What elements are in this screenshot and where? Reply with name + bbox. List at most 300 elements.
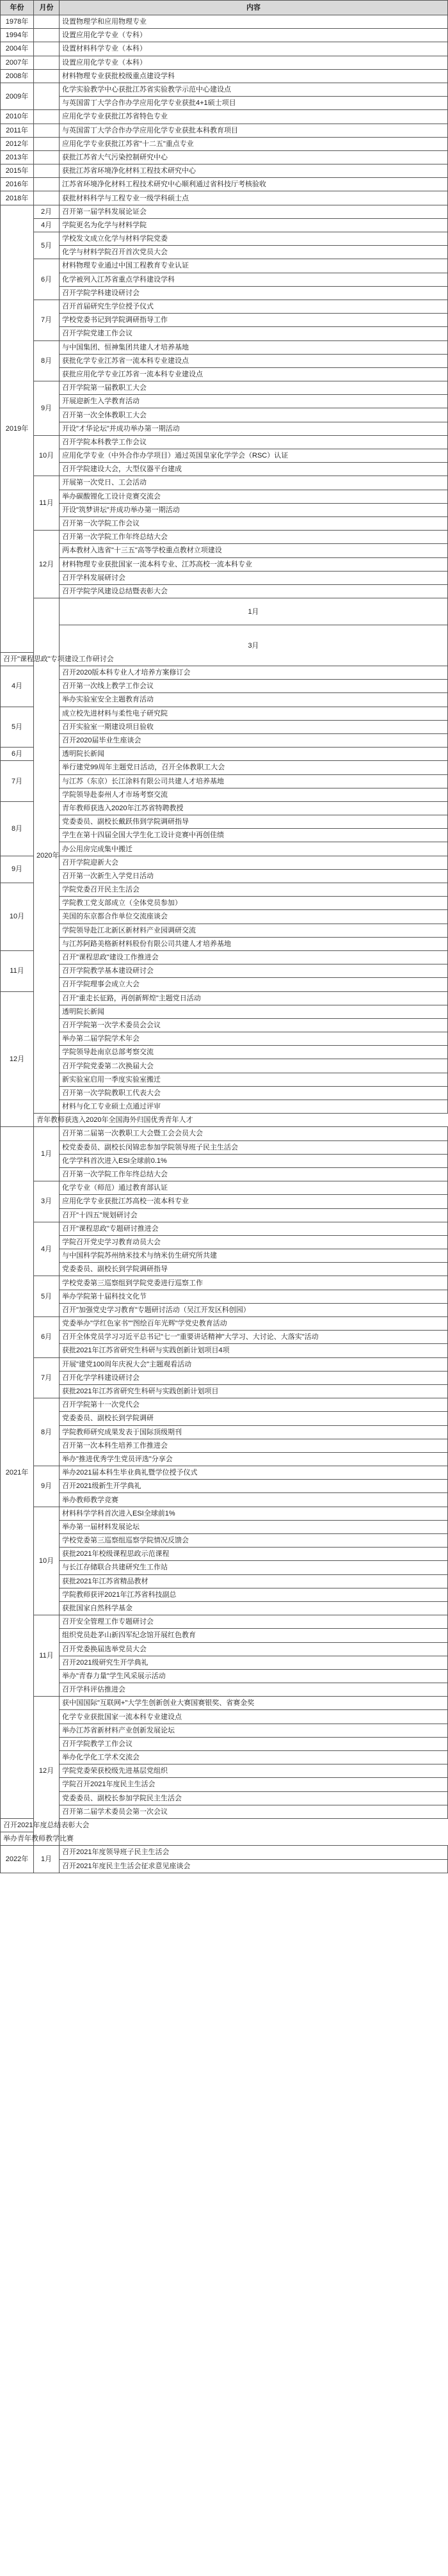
table-row [1, 395, 448, 408]
table-row [1, 1493, 448, 1507]
event-cell: 学院领导赴江北新区新材料产业园调研交流 [60, 924, 448, 937]
event-cell: 化学专业（师范）通过教育部认证 [60, 1181, 448, 1195]
table-row [1, 15, 448, 29]
event-cell: 召开第一次学院工作会议 [60, 516, 448, 530]
event-cell: 学校党委第三巡察组到学院党委进行巡察工作 [60, 1276, 448, 1290]
event-cell: 举办教师教学竞赛 [60, 1493, 448, 1507]
table-row [1, 598, 448, 612]
year-cell: 2008年 [1, 69, 34, 83]
event-cell: 校党委委员、副校长闵锦忠参加学院领导班子民主生活会 [60, 1140, 448, 1154]
month-cell: 1月 [34, 1127, 60, 1181]
event-cell: 召开党委换届选举党员大会 [60, 1642, 448, 1656]
table-row [1, 340, 448, 354]
month-cell: 11月 [34, 476, 60, 531]
event-cell: 开设"才华论坛"并成功举办第一期活动 [60, 422, 448, 435]
event-cell: 召开"重走长征路，再创新辉煌"主题党日活动 [60, 991, 448, 1005]
table-row [1, 191, 448, 205]
table-row [1, 1114, 448, 1127]
event-cell: 召开"加强党史学习教育"专题研讨活动（吴江开发区科创园） [60, 1303, 448, 1316]
month-cell: 6月 [34, 259, 60, 300]
table-row [1, 1683, 448, 1697]
table-row [1, 1615, 448, 1629]
event-cell: 获批2021年江苏省研究生科研与实践创新计划项目 [60, 1384, 448, 1398]
table-row [1, 1005, 448, 1018]
table-row [1, 584, 448, 598]
table-row [1, 110, 448, 124]
year-cell: 2020年 [34, 598, 60, 1114]
event-cell: 开展"建党100周年庆祝大会"主题观看活动 [60, 1357, 448, 1371]
table-row [1, 286, 448, 300]
table-row [1, 503, 448, 516]
event-cell: 召开学院党建工作会议 [60, 327, 448, 340]
month-cell: 11月 [34, 1615, 60, 1697]
table-row [1, 1331, 448, 1344]
event-cell: 与中国集团、恒神集团共建人才培养基地 [60, 340, 448, 354]
event-cell: 召开"课程思政"专项建设工作研讨会 [1, 652, 34, 666]
table-row [1, 869, 448, 883]
table-row [1, 150, 448, 164]
event-cell: 召开第一次全体教职工大会 [60, 408, 448, 422]
event-cell: 召开学院学科建设研讨会 [60, 286, 448, 300]
table-row [1, 625, 448, 639]
month-cell: 4月 [1, 666, 34, 707]
event-cell: 获批2021年江苏省精品教材 [60, 1574, 448, 1588]
table-row [1, 1642, 448, 1656]
month-cell: 2月 [34, 205, 60, 218]
header-year: 年份 [1, 1, 34, 15]
event-cell: 与长江存储联合共建研究生工作站 [60, 1561, 448, 1574]
table-row [1, 1303, 448, 1316]
month-cell: 9月 [34, 381, 60, 436]
year-cell: 2019年 [1, 205, 34, 652]
event-cell: 举办青年教师教学比赛 [1, 1832, 34, 1846]
event-cell: 学院教师获评2021年江苏省科技副总 [60, 1588, 448, 1601]
event-cell: 召开第一次新生入学党日活动 [60, 869, 448, 883]
event-cell: 举办学院第十届科技文化节 [60, 1290, 448, 1303]
event-cell: 召开第一次学院工作年终总结大会 [60, 531, 448, 544]
table-row [1, 1818, 448, 1832]
month-cell: 8月 [1, 801, 34, 856]
month-cell: 12月 [34, 531, 60, 598]
event-cell: 开展第一次党日、工会活动 [60, 476, 448, 490]
event-cell: 获批化学专业江苏省一流本科专业建设点 [60, 354, 448, 367]
event-cell: 获批国家自然科学基金 [60, 1601, 448, 1615]
event-cell: 学院领导赴泰州人才市场考察交流 [60, 788, 448, 801]
month-cell [34, 137, 60, 150]
event-cell: 材料科学学科首次进入ESI全球前1% [60, 1507, 448, 1520]
event-cell: 化学学科首次进入ESI全球前0.1% [60, 1154, 448, 1167]
table-row [1, 1127, 448, 1140]
event-cell: 党委委员、副校长戴跃伟到学院调研指导 [60, 815, 448, 829]
table-row [1, 774, 448, 788]
event-cell: 与英国雷丁大学合作办学应用化学专业获批本科教育项目 [60, 124, 448, 137]
year-cell: 2013年 [1, 150, 34, 164]
table-row [1, 1018, 448, 1032]
table-row [1, 1425, 448, 1439]
event-cell: 青年教师获选入2020年全国海外归国优秀青年人才 [34, 1114, 60, 1127]
event-cell: 举办第一届材料发展论坛 [60, 1520, 448, 1533]
event-cell: 举行建党99周年主题党日活动，召开全体教职工大会 [60, 761, 448, 774]
month-cell [34, 69, 60, 83]
table-row [1, 367, 448, 381]
table-row [1, 1249, 448, 1263]
table-row [1, 571, 448, 584]
table-row [1, 1344, 448, 1357]
month-cell [34, 150, 60, 164]
event-cell: 材料物理专业通过中国工程教育专业认证 [60, 259, 448, 273]
table-row [1, 327, 448, 340]
event-cell: 学院教工党支部成立（全体党员参加） [60, 897, 448, 910]
event-cell: 召开第一届学科发展论证会 [60, 205, 448, 218]
table-row [1, 1073, 448, 1086]
table-row [1, 1561, 448, 1574]
table-row [1, 1059, 448, 1073]
year-cell: 2009年 [1, 83, 34, 109]
event-cell: 化学实验教学中心获批江苏省实验教学示范中心建设点 [60, 83, 448, 96]
month-cell [34, 110, 60, 124]
event-cell: 召开学科发展研讨会 [60, 571, 448, 584]
year-cell: 1994年 [1, 29, 34, 42]
event-cell: 召开第一次本科生培养工作推进会 [60, 1439, 448, 1452]
table-row [1, 1601, 448, 1615]
table-row [1, 1656, 448, 1669]
year-cell: 2016年 [1, 178, 34, 191]
month-cell: 7月 [34, 1357, 60, 1398]
event-cell: 设置物理学和应用物理专业 [60, 15, 448, 29]
table-row [1, 232, 448, 246]
table-row [1, 1208, 448, 1222]
table-row [1, 1439, 448, 1452]
event-cell: 召开2020届毕业生座谈会 [60, 733, 448, 747]
event-cell: 召开实验室一期建设项目验收 [60, 720, 448, 733]
table-row [1, 1520, 448, 1533]
event-cell: 与江苏阿路美格新材料股份有限公司共建人才培养基地 [60, 937, 448, 950]
month-cell: 6月 [1, 748, 34, 761]
event-cell: 召开2021年度领导班子民主生活会 [60, 1846, 448, 1859]
table-row [1, 178, 448, 191]
table-row [1, 1724, 448, 1737]
month-cell: 10月 [34, 435, 60, 476]
table-row [1, 761, 448, 774]
year-cell: 2011年 [1, 124, 34, 137]
event-cell: 开设"筑梦讲坛"并成功举办第一期活动 [60, 503, 448, 516]
table-row [1, 124, 448, 137]
table-row [1, 1357, 448, 1371]
table-row [1, 273, 448, 286]
event-cell: 召开学科评估推进会 [60, 1683, 448, 1697]
event-cell: 获中国国际"互联网+"大学生创新创业大赛国赛银奖、省赛金奖 [60, 1697, 448, 1710]
month-cell [34, 178, 60, 191]
table-row [1, 1046, 448, 1059]
event-cell: 召开第二届学术委员会第一次会议 [60, 1805, 448, 1818]
table-row [1, 1167, 448, 1181]
table-row [1, 1398, 448, 1412]
event-cell: 举办"推进优秀学生党员评选"分享会 [60, 1452, 448, 1466]
table-row [1, 97, 448, 110]
table-row [1, 544, 448, 557]
event-cell: 应用化学专业获批江苏省"十二五"重点专业 [60, 137, 448, 150]
table-row [1, 205, 448, 218]
month-cell: 7月 [34, 300, 60, 340]
event-cell: 召开学院教学基本建设研讨会 [60, 964, 448, 978]
event-cell: 召开第二届第一次教职工大会暨工会会员大会 [60, 1127, 448, 1140]
event-cell: 召开2021级研究生开学典礼 [60, 1656, 448, 1669]
month-cell [34, 191, 60, 205]
table-row [1, 381, 448, 395]
month-cell [34, 164, 60, 178]
table-row [1, 1466, 448, 1480]
table-row [1, 1629, 448, 1642]
table-row [1, 748, 448, 761]
table-row [1, 516, 448, 530]
table-row [1, 300, 448, 313]
event-cell: 举办2021届本科生毕业典礼暨学位授予仪式 [60, 1466, 448, 1480]
table-row [1, 1235, 448, 1249]
table-row [1, 29, 448, 42]
year-cell: 1978年 [1, 15, 34, 29]
header-content: 内容 [60, 1, 448, 15]
event-cell: 召开2021级新生开学典礼 [60, 1480, 448, 1493]
table-row [1, 1290, 448, 1303]
table-row [1, 476, 448, 490]
table-row [1, 490, 448, 503]
event-cell: 党委举办"学红色家书""图绘百年光辉"学党史教育活动 [60, 1317, 448, 1331]
event-cell: 召开第一次线上教学工作会议 [60, 680, 448, 693]
event-cell: 美国的东京都合作单位交流座谈会 [60, 910, 448, 924]
event-cell: 召开2021年度民主生活会征求意见座谈会 [60, 1859, 448, 1873]
event-cell: 召开学院教学工作会议 [60, 1737, 448, 1750]
event-cell: 获批应用化学专业江苏省一流本科专业建设点 [60, 367, 448, 381]
table-row [1, 42, 448, 56]
event-cell: 设置材料科学专业（本科） [60, 42, 448, 56]
month-cell: 6月 [34, 1317, 60, 1358]
year-cell: 2004年 [1, 42, 34, 56]
month-cell: 10月 [1, 883, 34, 951]
table-row [1, 69, 448, 83]
table-row [1, 1452, 448, 1466]
table-row [1, 801, 448, 815]
table-row [1, 1751, 448, 1764]
table-row [1, 1412, 448, 1425]
month-cell: 4月 [34, 1222, 60, 1276]
table-row [1, 1534, 448, 1548]
month-cell: 9月 [1, 856, 34, 883]
table-row [1, 1507, 448, 1520]
event-cell: 召开"十四五"规划研讨会 [60, 1208, 448, 1222]
event-cell: 召开学院迎新大会 [60, 856, 448, 869]
event-cell: 材料物理专业获批国家一流本科专业、江苏高校一流本科专业 [60, 557, 448, 571]
event-cell: 召开"课程思政"建设工作推进会 [60, 950, 448, 964]
event-cell: 召开全体党员学习习近平总书记"七一"重要讲话精神"大学习、大讨论、大落实"活动 [60, 1331, 448, 1344]
event-cell: 召开学院第十一次党代会 [60, 1398, 448, 1412]
month-cell [34, 124, 60, 137]
table-row [1, 531, 448, 544]
event-cell: 举办第二届学院学术年会 [60, 1032, 448, 1046]
event-cell: 学校党委书记到学院调研指导工作 [60, 314, 448, 327]
event-cell: 召开第一次学院教职工代表大会 [60, 1086, 448, 1100]
event-cell: 召开学院建设大会，大型仪器平台建成 [60, 463, 448, 476]
event-cell: 召开学院学风建设总结暨表彰大会 [60, 584, 448, 598]
month-cell: 5月 [34, 1276, 60, 1317]
event-cell: 化学被列入江苏省重点学科建设学科 [60, 273, 448, 286]
event-cell: 学院党委荣获校级先进基层党组织 [60, 1764, 448, 1778]
table-row [1, 666, 448, 680]
month-cell: 5月 [1, 707, 34, 748]
month-cell: 7月 [1, 761, 34, 802]
table-row [1, 964, 448, 978]
event-cell: 透明院长新闻 [60, 748, 448, 761]
table-row [1, 1100, 448, 1114]
event-cell: 学生在第十四届全国大学生化工设计竞赛中再创佳绩 [60, 829, 448, 842]
table-row [1, 1846, 448, 1859]
month-cell: 9月 [34, 1466, 60, 1507]
event-cell: 召开第一次学院工作年终总结大会 [60, 1167, 448, 1181]
event-cell: 召开首届研究生学位授予仪式 [60, 300, 448, 313]
table-row [1, 733, 448, 747]
table-row [1, 1317, 448, 1331]
month-cell: 1月 [60, 598, 448, 625]
month-cell: 12月 [1, 991, 34, 1127]
event-cell: 组织党员赴茅山新四军纪念馆开展红色教育 [60, 1629, 448, 1642]
table-row [1, 856, 448, 869]
table-row [1, 978, 448, 991]
year-cell: 2012年 [1, 137, 34, 150]
month-cell [34, 42, 60, 56]
month-cell: 8月 [34, 1398, 60, 1466]
event-cell: 材料物理专业获批校级重点建设学科 [60, 69, 448, 83]
event-cell: 与中国科学院苏州纳米技术与纳米仿生研究所共建 [60, 1249, 448, 1263]
table-row [1, 1263, 448, 1276]
table-row [1, 707, 448, 720]
event-cell: 材料与化工专业硕士点通过评审 [60, 1100, 448, 1114]
year-cell: 2015年 [1, 164, 34, 178]
table-row [1, 259, 448, 273]
header-row [1, 1, 448, 15]
event-cell: 应用化学专业（中外合作办学项目）通过英国皇家化学学会（RSC）认证 [60, 449, 448, 463]
event-cell: 化学专业获批国家一流本科专业建设点 [60, 1710, 448, 1724]
month-cell: 11月 [1, 950, 34, 991]
event-cell: 召开学院第一届教职工大会 [60, 381, 448, 395]
event-cell: 与江苏（东京）长江涂料有限公司共建人才培养基地 [60, 774, 448, 788]
table-row [1, 897, 448, 910]
year-cell: 2007年 [1, 56, 34, 69]
table-row [1, 720, 448, 733]
month-cell: 4月 [34, 218, 60, 232]
event-cell: 举办江苏省新材料产业创新发展论坛 [60, 1724, 448, 1737]
event-cell: 学院召开党史学习教育动员大会 [60, 1235, 448, 1249]
year-cell: 2021年 [1, 1127, 34, 1819]
event-cell: 举办碳酸锂化工设计竞赛交流会 [60, 490, 448, 503]
table-row [1, 788, 448, 801]
table-row [1, 1574, 448, 1588]
table-row [1, 1276, 448, 1290]
table-row [1, 137, 448, 150]
event-cell: 青年教师获选入2020年江苏省特聘教授 [60, 801, 448, 815]
event-cell: 获批材料科学与工程专业一级学科硕士点 [60, 191, 448, 205]
event-cell: 举办实验室安全主题教育活动 [60, 693, 448, 707]
table-row [1, 1805, 448, 1818]
event-cell: 召开学院理事会成立大会 [60, 978, 448, 991]
year-cell: 2022年 [1, 1846, 34, 1873]
month-cell [34, 56, 60, 69]
table-row [1, 246, 448, 259]
table-row [1, 314, 448, 327]
table-row [1, 950, 448, 964]
table-row [1, 1764, 448, 1778]
table-row [1, 937, 448, 950]
event-cell: 透明院长新闻 [60, 1005, 448, 1018]
event-cell: 学院教师研究成果发表于国际顶级期刊 [60, 1425, 448, 1439]
month-cell: 10月 [34, 1507, 60, 1615]
event-cell: 党委委员、副校长到学院调研 [60, 1412, 448, 1425]
event-cell: 学院召开2021年度民主生活会 [60, 1778, 448, 1791]
table-row [1, 1737, 448, 1750]
table-row [1, 991, 448, 1005]
table-row [1, 164, 448, 178]
event-cell: 两本教材入选省"十三五"高等学校重点教材立项建设 [60, 544, 448, 557]
event-cell: 新实验室启用一季度实验室搬迁 [60, 1073, 448, 1086]
month-cell [34, 29, 60, 42]
table-row [1, 1086, 448, 1100]
event-cell: 应用化学专业获批江苏高校一流本科专业 [60, 1195, 448, 1208]
event-cell: 设置应用化学专业（专科） [60, 29, 448, 42]
event-cell: 召开2020版本科专业人才培养方案修订会 [60, 666, 448, 680]
event-cell: 获批江苏省环境净化材料工程技术研究中心 [60, 164, 448, 178]
table-row [1, 435, 448, 449]
event-cell: 开展迎新生入学教育活动 [60, 395, 448, 408]
event-cell: 学院领导赴南京总部考察交流 [60, 1046, 448, 1059]
event-cell: 召开化学学科建设研讨会 [60, 1371, 448, 1384]
table-row [1, 1140, 448, 1154]
event-cell: 与英国雷丁大学合作办学应用化学专业获批4+1硕士项目 [60, 97, 448, 110]
event-cell: 举办化学化工学术交流会 [60, 1751, 448, 1764]
table-row [1, 1222, 448, 1235]
month-cell: 1月 [34, 1846, 60, 1873]
event-cell: 应用化学专业获批江苏省特色专业 [60, 110, 448, 124]
table-row [1, 1548, 448, 1561]
event-cell: 获批2021年江苏省研究生科研与实践创新计划项目4项 [60, 1344, 448, 1357]
table-row [1, 56, 448, 69]
table-row [1, 218, 448, 232]
header-month: 月份 [34, 1, 60, 15]
table-row [1, 1832, 448, 1846]
event-cell: 获批2021年校级课程思政示范课程 [60, 1548, 448, 1561]
event-cell: 党委委员、副校长到学院调研指导 [60, 1263, 448, 1276]
year-cell: 2018年 [1, 191, 34, 205]
event-cell: 召开2021年度总结表彰大会 [1, 1818, 34, 1832]
table-row [1, 1384, 448, 1398]
table-body [1, 15, 448, 1873]
event-cell: 召开学院党委第二次换届大会 [60, 1059, 448, 1073]
event-cell: 江苏省环境净化材料工程技术研究中心顺利通过省科技厅考核验收 [60, 178, 448, 191]
month-cell: 5月 [34, 232, 60, 259]
table-row [1, 1032, 448, 1046]
month-cell: 12月 [34, 1697, 60, 1846]
table-row [1, 422, 448, 435]
event-cell: 召开"课程思政"专题研讨推进会 [60, 1222, 448, 1235]
table-row [1, 354, 448, 367]
event-cell: 获批江苏省大气污染控制研究中心 [60, 150, 448, 164]
event-cell: 办公用房完成集中搬迁 [60, 842, 448, 856]
event-cell: 学校发文成立化学与材料学院党委 [60, 232, 448, 246]
table-row [1, 842, 448, 856]
event-cell: 化学与材料学院召开首次党员大会 [60, 246, 448, 259]
table-row [1, 1154, 448, 1167]
table-row [1, 557, 448, 571]
table-row [1, 1859, 448, 1873]
table-row [1, 1480, 448, 1493]
table-row [1, 924, 448, 937]
